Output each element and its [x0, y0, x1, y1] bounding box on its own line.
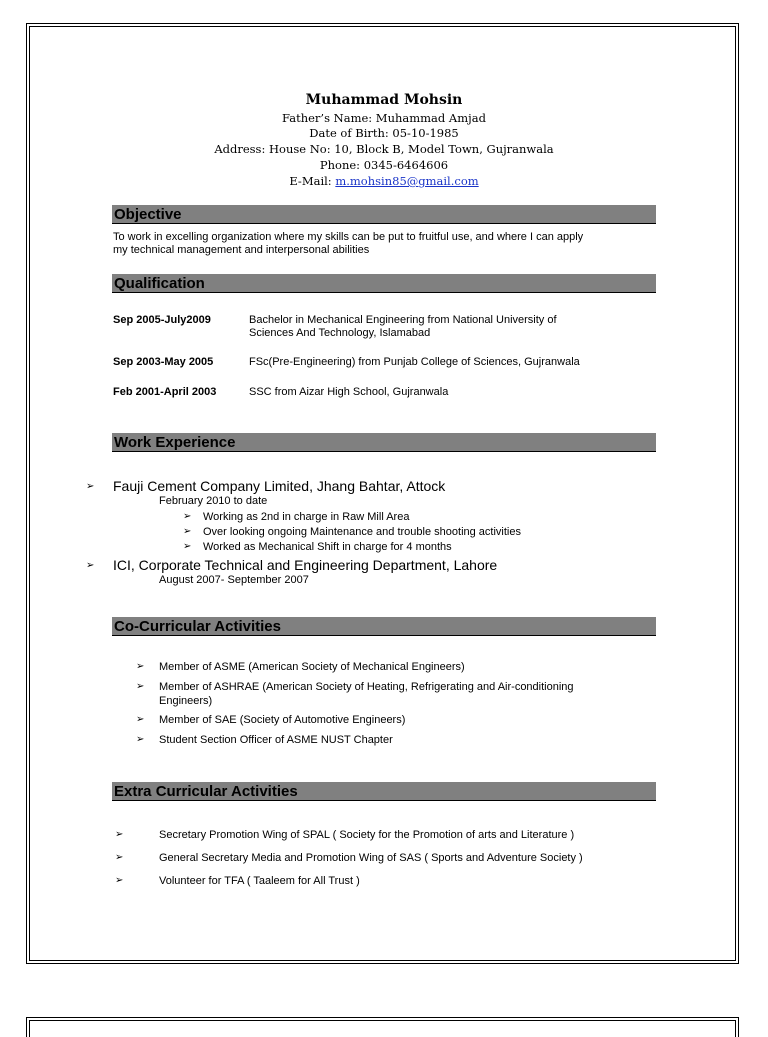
arrowhead-bullet-icon: ➢ — [136, 734, 145, 745]
cocurricular-item: Member of ASME (American Society of Mechanical Engineers) — [159, 661, 465, 673]
qualification-desc: Bachelor in Mechanical Engineering from National University of — [249, 314, 557, 326]
qualification-date: Sep 2005-July2009 — [113, 314, 211, 326]
work-company: ICI, Corporate Technical and Engineering Department, Lahore — [113, 557, 498, 573]
cocurricular-item: Member of ASHRAE (American Society of Heating, Refrigerating and Air-conditioning — [159, 681, 574, 693]
cocurricular-item: Student Section Officer of ASME NUST Chapter — [159, 734, 393, 746]
arrowhead-bullet-icon: ➢ — [183, 511, 192, 522]
objective-line-2: my technical management and interpersonal abilities — [113, 244, 370, 256]
next-page-border — [26, 1017, 739, 1037]
date-of-birth: Date of Birth: 05-10-1985 — [309, 126, 459, 140]
arrowhead-bullet-icon: ➢ — [115, 875, 124, 886]
candidate-name: Muhammad Mohsin — [305, 92, 463, 108]
arrowhead-bullet-icon: ➢ — [86, 481, 95, 492]
arrowhead-bullet-icon: ➢ — [183, 541, 192, 552]
arrowhead-bullet-icon: ➢ — [115, 852, 124, 863]
extra-item: General Secretary Media and Promotion Wing of SAS ( Sports and Adventure Society ) — [159, 852, 583, 864]
address: Address: House No: 10, Block B, Model Town, Gujranwala — [214, 142, 554, 156]
father-name: Father’s Name: Muhammad Amjad — [282, 111, 486, 125]
extra-item: Volunteer for TFA ( Taaleem for All Trust ) — [159, 875, 360, 887]
arrowhead-bullet-icon: ➢ — [136, 681, 145, 692]
arrowhead-bullet-icon: ➢ — [86, 560, 95, 571]
phone: Phone: 0345-6464606 — [319, 158, 449, 172]
arrowhead-bullet-icon: ➢ — [136, 661, 145, 672]
section-extra-title: Extra Curricular Activities — [112, 782, 656, 801]
email-line — [0, 174, 768, 188]
work-period: February 2010 to date — [159, 495, 268, 507]
cocurricular-item-cont: Engineers) — [159, 695, 213, 707]
email-link[interactable]: m.mohsin85@gmail.com — [335, 174, 479, 188]
section-work-title: Work Experience — [112, 433, 656, 452]
cocurricular-item: Member of SAE (Society of Automotive Engineers) — [159, 714, 406, 726]
work-duty: Over looking ongoing Maintenance and trouble shooting activities — [203, 526, 521, 538]
arrowhead-bullet-icon: ➢ — [183, 526, 192, 537]
section-cocurricular-title: Co-Curricular Activities — [112, 617, 656, 636]
work-period: August 2007- September 2007 — [159, 574, 309, 586]
qualification-date: Sep 2003-May 2005 — [113, 356, 214, 368]
email-label: E-Mail: — [289, 174, 332, 188]
work-duty: Working as 2nd in charge in Raw Mill Area — [203, 511, 410, 523]
section-qualification-title: Qualification — [112, 274, 656, 293]
objective-line-1: To work in excelling organization where my skills can be put to fruitful use, and where I can apply — [113, 231, 584, 243]
qualification-desc: SSC from Aizar High School, Gujranwala — [249, 386, 449, 398]
work-duty: Worked as Mechanical Shift in charge for 4 months — [203, 541, 452, 553]
qualification-date: Feb 2001-April 2003 — [113, 386, 217, 398]
section-objective-title: Objective — [112, 205, 656, 224]
arrowhead-bullet-icon: ➢ — [115, 829, 124, 840]
arrowhead-bullet-icon: ➢ — [136, 714, 145, 725]
extra-item: Secretary Promotion Wing of SPAL ( Society for the Promotion of arts and Literature ) — [159, 829, 575, 841]
qualification-desc: FSc(Pre-Engineering) from Punjab College of Sciences, Gujranwala — [249, 356, 580, 368]
qualification-desc-cont: Sciences And Technology, Islamabad — [249, 327, 431, 339]
work-company: Fauji Cement Company Limited, Jhang Bahtar, Attock — [113, 478, 446, 494]
